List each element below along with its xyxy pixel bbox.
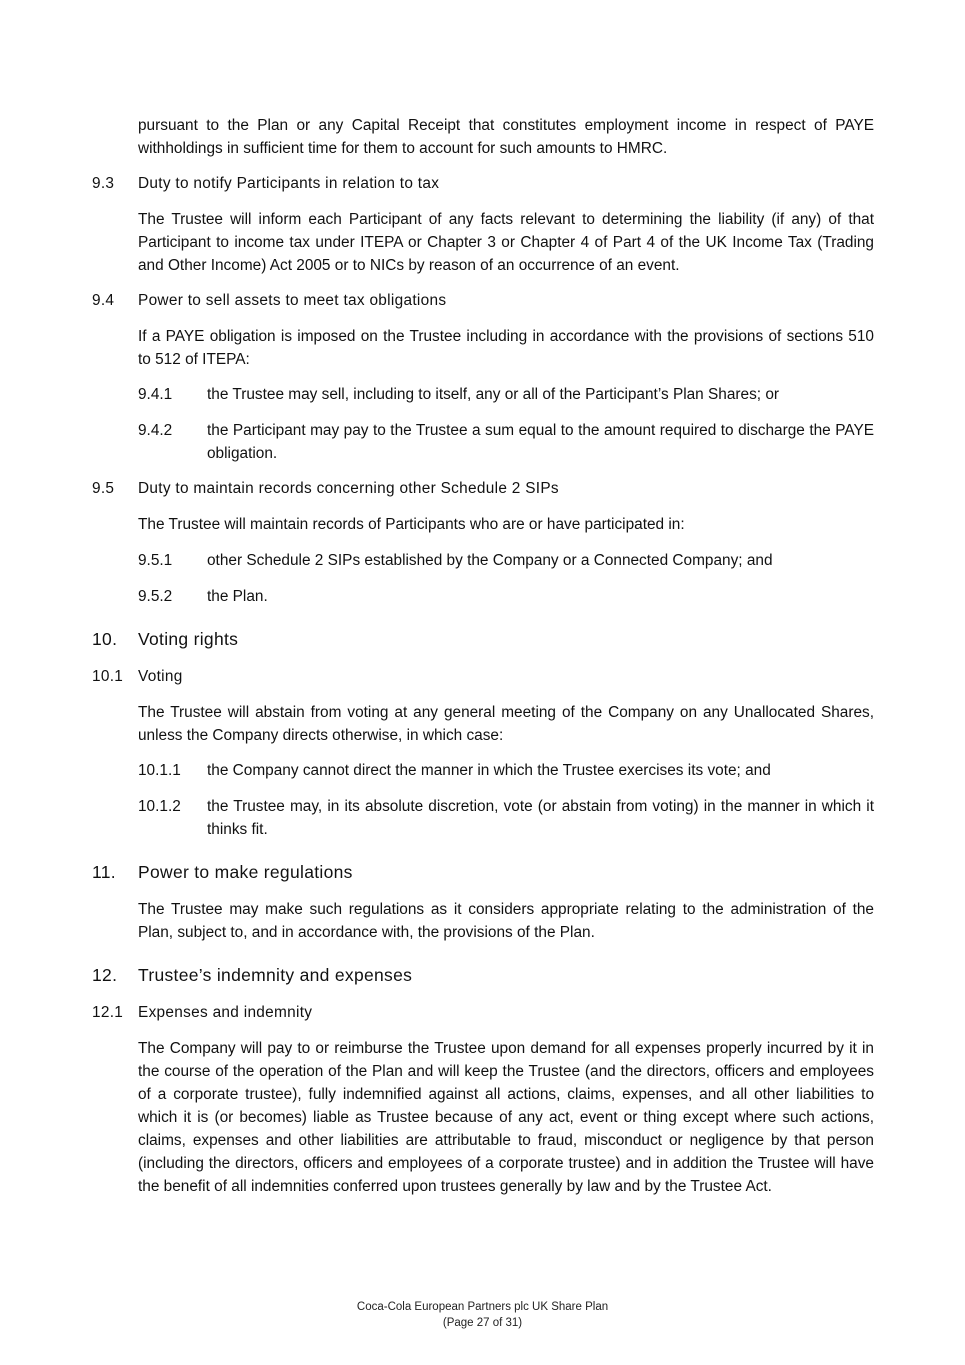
intro-paragraph: pursuant to the Plan or any Capital Receipt that constitutes employment income in respect of PAYE withholdings in sufficient time for them to account for such amounts to HMRC. bbox=[138, 117, 874, 157]
section-paragraph-10-1: The Trustee will abstain from voting at any general meeting of the Company on any Unallocated Shares, unless the Company directs otherwise, in which case: bbox=[138, 704, 874, 744]
section-number-9-5: 9.5 bbox=[92, 480, 115, 497]
item-number-10-1-1: 10.1.1 bbox=[138, 762, 181, 779]
section-paragraph-11: The Trustee may make such regulations as it considers appropriate relating to the administration of the Plan, subject to, and in accordance with, the provisions of the Plan. bbox=[138, 901, 874, 941]
section-paragraph-9-3: The Trustee will inform each Participant of any facts relevant to determining the liability (if any) of that Participant to income tax under ITEPA or Chapter 3 or Chapter 4 of Part 4 of the UK Income Tax (Trading and Other Income) Act 2005 or to NICs by reason of an occurrence of an event. bbox=[138, 211, 874, 274]
section-heading-9-5: Duty to maintain records concerning other Schedule 2 SIPs bbox=[138, 480, 559, 497]
footer-title: Coca-Cola European Partners plc UK Share Plan bbox=[356, 1301, 609, 1313]
item-number-9-4-2: 9.4.2 bbox=[138, 422, 173, 439]
section-number-9-3: 9.3 bbox=[92, 175, 115, 192]
item-text-9-4-1: the Trustee may sell, including to itself, any or all of the Participant’s Plan Shares; or bbox=[207, 386, 780, 403]
section-heading-12: Trustee’s indemnity and expenses bbox=[138, 965, 413, 985]
item-text-10-1-1: the Company cannot direct the manner in which the Trustee exercises its vote; and bbox=[207, 762, 771, 779]
item-text-9-4-2: the Participant may pay to the Trustee a sum equal to the amount required to discharge the PAYE obligation. bbox=[207, 422, 874, 462]
section-number-12-1: 12.1 bbox=[92, 1004, 124, 1021]
section-number-10-1: 10.1 bbox=[92, 668, 124, 685]
item-text-10-1-2: the Trustee may, in its absolute discretion, vote (or abstain from voting) in the manner in which it thinks fit. bbox=[207, 798, 874, 838]
item-number-9-5-2: 9.5.2 bbox=[138, 588, 173, 605]
item-text-9-5-2: the Plan. bbox=[207, 588, 268, 605]
footer-page-number: (Page 27 of 31) bbox=[442, 1317, 523, 1329]
section-paragraph-9-4: If a PAYE obligation is imposed on the Trustee including in accordance with the provisions of sections 510 to 512 of ITEPA: bbox=[138, 328, 874, 368]
section-number-11: 11. bbox=[92, 862, 116, 882]
section-number-12: 12. bbox=[92, 965, 118, 985]
section-heading-10: Voting rights bbox=[138, 629, 239, 649]
item-text-9-5-1: other Schedule 2 SIPs established by the Company or a Connected Company; and bbox=[207, 552, 773, 569]
section-number-9-4: 9.4 bbox=[92, 292, 115, 309]
section-heading-11: Power to make regulations bbox=[138, 862, 353, 882]
section-number-10: 10. bbox=[92, 629, 118, 649]
section-heading-10-1: Voting bbox=[138, 668, 183, 685]
section-paragraph-12-1: The Company will pay to or reimburse the Trustee upon demand for all expenses properly incurred by it in the course of the operation of the Plan and will keep the Trustee (and the directors, officers and employees of a corporate trustee), fully indemnified against all actions, claims, expenses, and all other liabilities to which it is (or becomes) liable as Trustee because of any act, event or thing except where such actions, claims, expenses and other liabilities are attributable to fraud, misconduct or negligence by that person (including the directors, officers and employees of a corporate trustee) and in addition the Trustee will have the benefit of all indemnities conferred upon trustees generally by law and by the Trustee Act. bbox=[138, 1040, 874, 1195]
item-number-9-5-1: 9.5.1 bbox=[138, 552, 173, 569]
section-heading-9-3: Duty to notify Participants in relation to tax bbox=[138, 175, 440, 192]
item-number-10-1-2: 10.1.2 bbox=[138, 798, 181, 815]
section-paragraph-9-5: The Trustee will maintain records of Participants who are or have participated in: bbox=[138, 516, 685, 533]
section-heading-9-4: Power to sell assets to meet tax obligations bbox=[138, 292, 447, 309]
section-heading-12-1: Expenses and indemnity bbox=[138, 1004, 313, 1021]
item-number-9-4-1: 9.4.1 bbox=[138, 386, 173, 403]
